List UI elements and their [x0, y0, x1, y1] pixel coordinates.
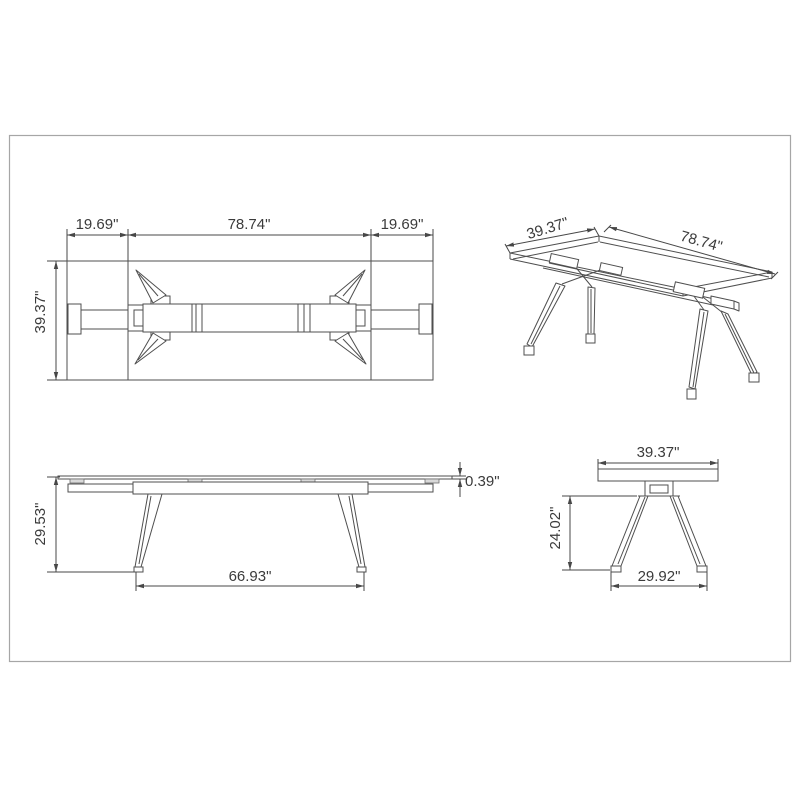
dim-label-plan-length: 78.74" — [227, 216, 271, 233]
dim-label-side-height: 29.53" — [32, 502, 49, 546]
end-elevation-view — [547, 444, 718, 591]
side-legs — [134, 494, 366, 572]
dim-label-perspective-depth: 39.37" — [524, 214, 571, 244]
dim-label-side-top-thickness: 0.39" — [465, 473, 500, 490]
dim-label-end-width: 39.37" — [636, 444, 680, 461]
plan-view — [32, 216, 433, 380]
side-glass-top — [58, 476, 452, 479]
dim-label-side-base-span: 66.93" — [228, 568, 272, 585]
side-elevation-view — [32, 462, 500, 591]
end-connector — [645, 481, 673, 496]
dim-label-plan-right-extension: 19.69" — [380, 216, 424, 233]
dim-label-end-base-span: 29.92" — [637, 568, 681, 585]
dim-label-end-leg-height: 24.02" — [547, 506, 564, 550]
dim-label-perspective-length: 78.74" — [678, 227, 725, 256]
end-tabletop — [598, 469, 718, 481]
side-rail — [68, 482, 433, 494]
perspective-view — [505, 214, 778, 399]
dim-label-plan-left-extension: 19.69" — [75, 216, 119, 233]
dim-label-plan-depth: 39.37" — [32, 290, 49, 334]
end-legs — [611, 496, 707, 572]
